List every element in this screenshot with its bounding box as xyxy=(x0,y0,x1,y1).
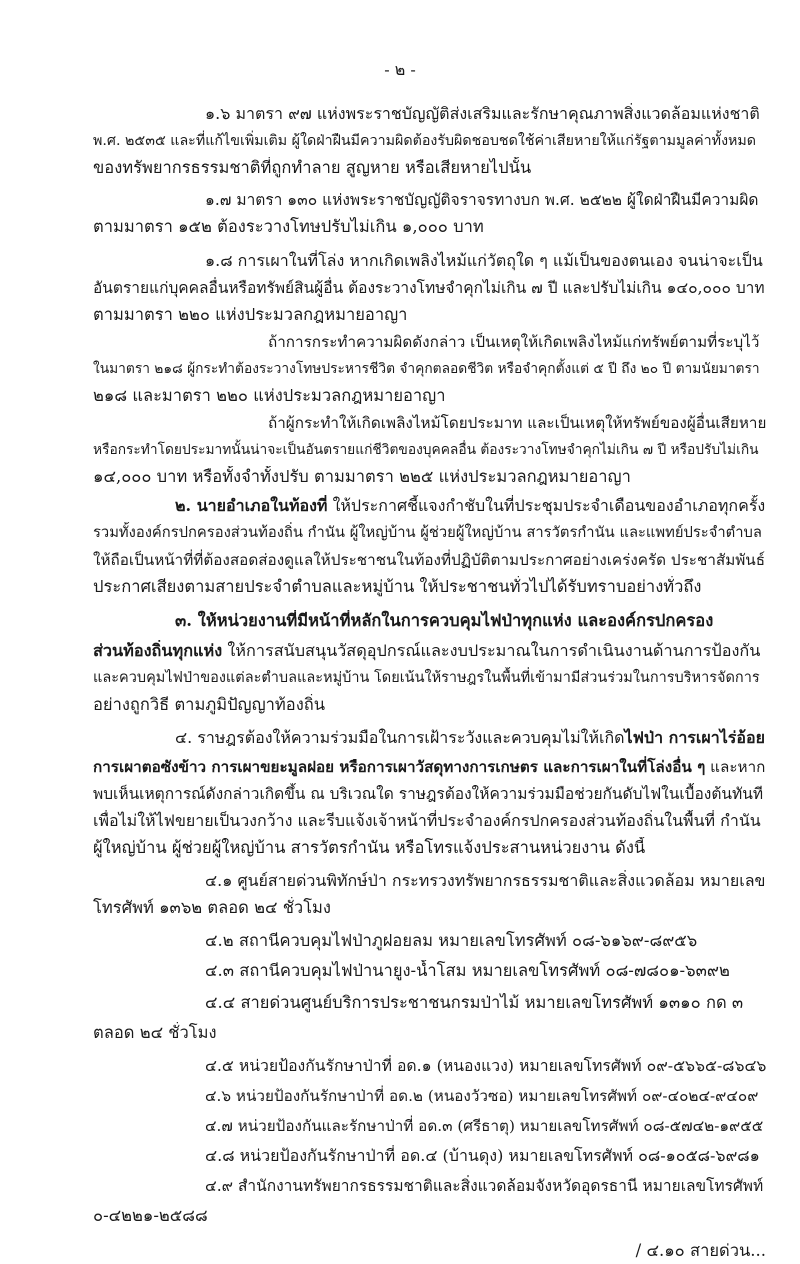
paragraph-line xyxy=(93,640,760,662)
paragraph-line: พบเห็นเหตุการณ์ดังกล่าวเกิดขึ้น ณ บริเวณใด ราษฎรต้องให้ความร่วมมือช่วยกันดับไฟในเบื้องต้นทันที xyxy=(93,785,764,803)
contact-line: ๔.๔ สายด่วนศูนย์บริการประชาชนกรมป่าไม้ หมายเลขโทรศัพท์ ๑๓๑๐ กด ๓ xyxy=(205,993,744,1012)
paragraph-line: ในมาตรา ๒๑๘ ผู้กระทำต้องระวางโทษประหารชีวิต จำคุกตลอดชีวิต หรือจำคุกตั้งแต่ ๕ ปี ถึง ๒๐ ปี ตามนัยมาตรา xyxy=(93,361,760,377)
contact-line: โทรศัพท์ ๑๓๖๒ ตลอด ๒๔ ชั่วโมง xyxy=(93,898,331,917)
paragraph-line: ถ้าการกระทำความผิดดังกล่าว เป็นเหตุให้เกิดเพลิงไหม้แก่ทรัพย์ตามที่ระบุไว้ xyxy=(268,333,760,351)
item-3-lead: ๓. ให้หน่วยงานที่มีหน้าที่หลักในการควบคุมไฟป่าทุกแห่ง และองค์กรปกครอง xyxy=(175,611,714,630)
contact-line: ๔.๓ สถานีควบคุมไฟป่านายูง-น้ำโสม หมายเลขโทรศัพท์ ๐๘-๗๘๐๑-๖๓๙๒ xyxy=(205,961,730,980)
paragraph-line: ผู้ใหญ่บ้าน ผู้ช่วยผู้ใหญ่บ้าน สารวัตรกำนัน หรือโทรแจ้งประสานหน่วยงาน ดังนี้ xyxy=(93,838,646,857)
contact-line: ตลอด ๒๔ ชั่วโมง xyxy=(93,1023,217,1042)
paragraph-line: พ.ศ. ๒๕๓๕ และที่แก้ไขเพิ่มเติม ผู้ใดฝ่าฝืนมีความผิดต้องรับผิดชอบชดใช้ค่าเสียหายให้แก่รัฐตามมูลค่าทั้งหมด xyxy=(93,133,757,149)
paragraph-line: ๑.๗ มาตรา ๑๓๐ แห่งพระราชบัญญัติจราจรทางบก พ.ศ. ๒๕๒๒ ผู้ใดฝ่าฝืนมีความผิด xyxy=(205,191,759,209)
item-4-text-end: และหาก xyxy=(710,758,766,776)
paragraph-line xyxy=(93,756,765,778)
continuation-reference: / ๔.๑๐ สายด่วน... xyxy=(635,1241,766,1260)
item-4-bold-2: การเผาตอซังข้าว การเผาขยะมูลฝอย หรือการเผาวัสดุทางการเกษตร และการเผาในที่โล่งอื่น ๆ xyxy=(93,758,706,776)
paragraph-line: ตามมาตรา ๑๕๒ ต้องระวางโทษปรับไม่เกิน ๑,๐๐๐ บาท xyxy=(93,217,484,236)
item-2-lead: ๒. นายอำเภอในท้องที่ xyxy=(175,496,328,515)
paragraph-line: รวมทั้งองค์กรปกครองส่วนท้องถิ่น กำนัน ผู้ใหญ่บ้าน ผู้ช่วยผู้ใหญ่บ้าน สารวัตรกำนัน และแพทย์ประจำตำบล xyxy=(93,524,762,541)
contact-line: ๔.๙ สำนักงานทรัพยากรธรรมชาติและสิ่งแวดล้อมจังหวัดอุดรธานี หมายเลขโทรศัพท์ xyxy=(205,1177,764,1195)
paragraph-line: ให้ถือเป็นหน้าที่ที่ต้องสอดส่องดูแลให้ประชาชนในท้องที่ปฏิบัติตามประกาศอย่างเคร่งครัด ประชาสัมพันธ์ xyxy=(93,551,766,569)
contact-line: ๔.๖ หน่วยป้องกันรักษาป่าที่ อด.๒ (หนองวัวซอ) หมายเลขโทรศัพท์ ๐๙-๔๐๒๔-๙๔๐๙ xyxy=(205,1087,759,1105)
paragraph-line: เพื่อไม่ให้ไฟขยายเป็นวงกว้าง และรีบแจ้งเจ้าหน้าที่ประจำองค์กรปกครองส่วนท้องถิ่นในพื้นที่ กำนัน xyxy=(93,811,761,830)
contact-line: ๔.๗ หน่วยป้องกันและรักษาป่าที่ อด.๓ (ศรีธาตุ) หมายเลขโทรศัพท์ ๐๘-๕๗๔๒-๑๙๕๕ xyxy=(205,1117,764,1135)
paragraph-line: ตามมาตรา ๒๒๐ แห่งประมวลกฎหมายอาญา xyxy=(93,305,408,324)
item-3-text: ให้การสนับสนุนวัสดุอุปกรณ์และงบประมาณในการดำเนินงานด้านการป้องกัน xyxy=(227,641,761,660)
paragraph-line: อย่างถูกวิธี ตามภูมิปัญญาท้องถิ่น xyxy=(93,695,326,714)
paragraph-line: ถ้าผู้กระทำให้เกิดเพลิงไหม้โดยประมาท และเป็นเหตุให้ทรัพย์ของผู้อื่นเสียหาย xyxy=(268,414,767,432)
paragraph-line xyxy=(175,727,765,749)
contact-line: ๔.๕ หน่วยป้องกันรักษาป่าที่ อด.๑ (หนองแวง) หมายเลขโทรศัพท์ ๐๙-๕๖๖๕-๘๖๔๖ xyxy=(205,1056,767,1075)
paragraph-line: ๑๔,๐๐๐ บาท หรือทั้งจำทั้งปรับ ตามมาตรา ๒๒๕ แห่งประมวลกฎหมายอาญา xyxy=(93,467,631,486)
paragraph-line: หรือกระทำโดยประมาทนั้นน่าจะเป็นอันตรายแก่ชีวิตของบุคคลอื่น ต้องระวางโทษจำคุกไม่เกิน ๗ ปี หรือปรับไม่เกิน xyxy=(93,442,759,458)
paragraph-line: ๒๑๘ และมาตรา ๒๒๐ แห่งประมวลกฎหมายอาญา xyxy=(93,386,446,405)
paragraph-line: ของทรัพยากรธรรมชาติที่ถูกทำลาย สูญหาย หรือเสียหายไปนั้น xyxy=(93,158,532,177)
paragraph-line xyxy=(175,495,765,517)
paragraph-line: อันตรายแก่บุคคลอื่นหรือทรัพย์สินผู้อื่น ต้องระวางโทษจำคุกไม่เกิน ๗ ปี และปรับไม่เกิน ๑๔๐,๐๐๐ บาท xyxy=(93,279,765,297)
item-4-bold-1: ไฟป่า การเผาไร่อ้อย xyxy=(624,728,765,747)
paragraph-line: ๑.๘ การเผาในที่โล่ง หากเกิดเพลิงไหม้แก่วัตถุใด ๆ แม้เป็นของตนเอง จนน่าจะเป็น xyxy=(205,251,763,270)
contact-line: ๔.๘ หน่วยป้องกันรักษาป่าที่ อด.๔ (บ้านดุง) หมายเลขโทรศัพท์ ๐๘-๑๐๕๘-๖๙๘๑ xyxy=(205,1146,760,1165)
contact-line: ๔.๒ สถานีควบคุมไฟป่าภูฝอยลม หมายเลขโทรศัพท์ ๐๘-๖๑๖๙-๘๙๕๖ xyxy=(205,931,698,950)
contact-line: ๐-๔๒๒๑-๒๕๘๘ xyxy=(93,1206,208,1225)
paragraph-line: ประกาศเสียงตามสายประจำตำบลและหมู่บ้าน ให้ประชาชนทั่วไปได้รับทราบอย่างทั่วถึง xyxy=(93,577,702,596)
item-2-text: ให้ประกาศชี้แจงกำชับในที่ประชุมประจำเดือนของอำเภอทุกครั้ง xyxy=(332,496,766,515)
page-number: - ๒ - xyxy=(384,60,416,79)
paragraph-line: และควบคุมไฟป่าของแต่ละตำบลและหมู่บ้าน โดยเน้นให้ราษฎรในพื้นที่เข้ามามีส่วนร่วมในการบริหารจัดการ xyxy=(93,670,760,686)
paragraph-line: ๑.๖ มาตรา ๙๗ แห่งพระราชบัญญัติส่งเสริมและรักษาคุณภาพสิ่งแวดล้อมแห่งชาติ xyxy=(205,104,760,123)
item-4-text: ๔. ราษฎรต้องให้ความร่วมมือในการเฝ้าระวังและควบคุมไม่ให้เกิด xyxy=(175,728,625,747)
item-3-cont: ส่วนท้องถิ่นทุกแห่ง xyxy=(93,641,223,660)
contact-line: ๔.๑ ศูนย์สายด่วนพิทักษ์ป่า กระทรวงทรัพยากรธรรมชาติและสิ่งแวดล้อม หมายเลข xyxy=(205,871,766,890)
